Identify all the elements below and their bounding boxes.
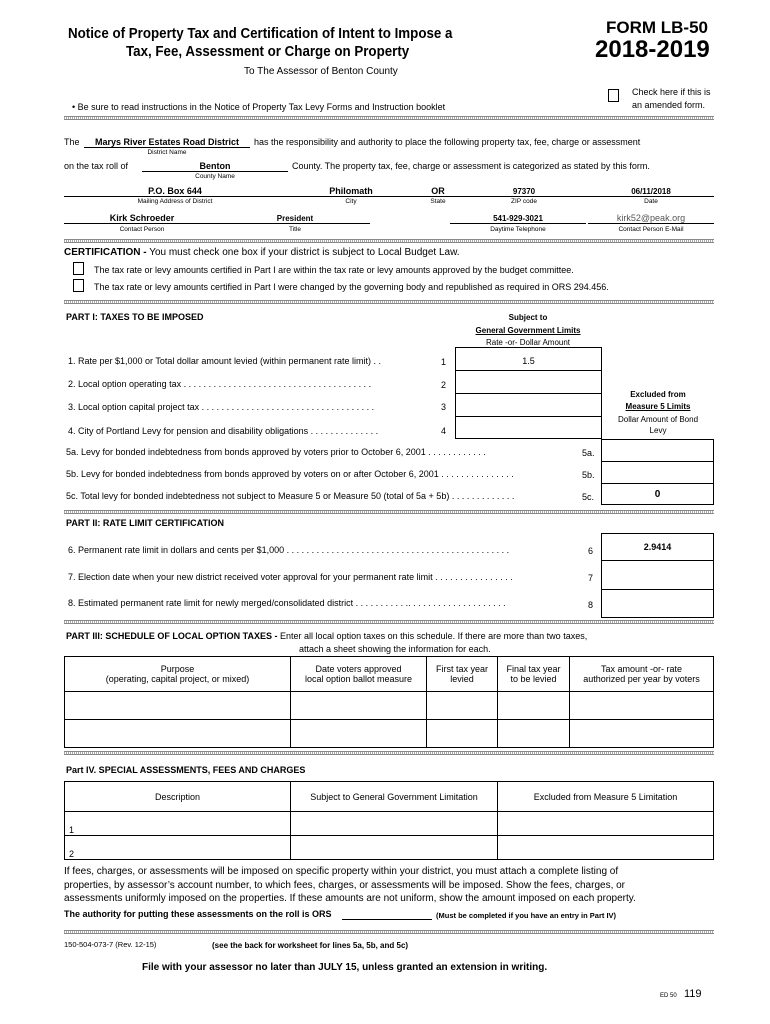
table-cell[interactable] bbox=[65, 719, 291, 747]
certification-instruction: You must check one box if your district is subject to Local Budget Law. bbox=[149, 247, 460, 258]
part3-instruction-2: attach a sheet showing the information for each. bbox=[299, 644, 491, 654]
part1-heading: PART I: TAXES TO BE IMPOSED bbox=[66, 312, 204, 322]
title-caption: Title bbox=[288, 226, 302, 233]
part4-authority-note: (Must be completed if you have an entry in Part IV) bbox=[436, 911, 617, 920]
part1-row-5c-num: 5c. bbox=[582, 492, 595, 502]
date-field[interactable]: 06/11/2018 bbox=[588, 187, 714, 197]
email-field[interactable]: kirk52@peak.org bbox=[588, 213, 714, 224]
part4-ors-field[interactable] bbox=[342, 910, 432, 920]
part4-col-excluded: Excluded from Measure 5 Limitation bbox=[498, 782, 714, 812]
table-cell[interactable] bbox=[291, 812, 498, 836]
part4-heading: Part IV. SPECIAL ASSESSMENTS, FEES AND CHARGES bbox=[66, 765, 306, 775]
part2-row-8-num: 8 bbox=[588, 600, 594, 610]
table-cell[interactable] bbox=[498, 691, 570, 719]
phone-caption: Daytime Telephone bbox=[490, 226, 546, 233]
address-field[interactable]: P.O. Box 644 bbox=[64, 186, 286, 197]
ed-code: ED 50 bbox=[660, 993, 677, 999]
amended-label-2: an amended form. bbox=[632, 100, 706, 110]
state-caption: State bbox=[430, 198, 446, 205]
part1-col1-header-3: Rate -or- Dollar Amount bbox=[485, 338, 571, 347]
part4-note-line-1: If fees, charges, or assessments will be imposed on specific property within your district, you must attach a complete listing of bbox=[64, 866, 619, 877]
divider bbox=[64, 239, 714, 243]
table-cell[interactable] bbox=[498, 719, 570, 747]
part2-row-7-num: 7 bbox=[588, 573, 594, 583]
part1-row-1-label: 1. Rate per $1,000 or Total dollar amount levied (within permanent rate limit) . . bbox=[68, 356, 381, 366]
part2-row-8-label: 8. Estimated permanent rate limit for newly merged/consolidated district . . . . . . . . . . .. . . . . . . . . . . . . . . . . . . . bbox=[68, 598, 506, 608]
certification-option-1-checkbox[interactable] bbox=[73, 262, 84, 275]
part1-col1-header-2: General Government Limits bbox=[475, 326, 581, 335]
part4-row-2-number: 2 bbox=[65, 836, 291, 860]
email-caption: Contact Person E-Mail bbox=[618, 226, 684, 233]
divider bbox=[64, 751, 714, 755]
instruction-note: • Be sure to read instructions in the Notice of Property Tax Levy Forms and Instruction booklet bbox=[72, 102, 446, 112]
certification-option-2-text: The tax rate or levy amounts certified in Part I were changed by the governing body and republished as required in ORS 294.456. bbox=[94, 282, 609, 292]
part1-row-4-num: 4 bbox=[441, 426, 447, 436]
table-cell[interactable] bbox=[498, 812, 714, 836]
part1-row-2-label: 2. Local option operating tax . . . . . . . . . . . . . . . . . . . . . . . . . . . . . . . . . . . . . . bbox=[68, 379, 372, 389]
zip-field[interactable]: 97370 bbox=[460, 187, 588, 197]
table-row bbox=[65, 719, 714, 747]
part3-col-date-approved: Date voters approved local option ballot measure bbox=[291, 657, 427, 692]
contact-caption: Contact Person bbox=[119, 226, 165, 233]
part1-col2-header-4: Levy bbox=[649, 426, 667, 435]
form-number: FORM LB-50 bbox=[606, 18, 708, 37]
table-cell[interactable] bbox=[498, 836, 714, 860]
divider bbox=[64, 930, 714, 934]
city-caption: City bbox=[345, 198, 357, 205]
table-cell[interactable] bbox=[570, 719, 714, 747]
part4-note-line-2: properties, by assessor’s account number, to which fees, charges, or assessments will be imposed. Show the fees, charges, or bbox=[64, 880, 626, 891]
title-field[interactable]: President bbox=[220, 214, 370, 224]
form-revision: 150-504-073-7 (Rev. 12-15) bbox=[64, 940, 157, 949]
table-row bbox=[65, 691, 714, 719]
part1-row-3-value[interactable] bbox=[455, 402, 602, 414]
part2-row-6-label: 6. Permanent rate limit in dollars and cents per $1,000 . . . . . . . . . . . . . . . . . . . . . . . . . . . . . . . . . . . . . . . . . . . . . bbox=[68, 545, 510, 555]
part2-row-7-text: 7. Election date when your new district received voter approval for your permanent rate limit . . . . . . . . . . . . . . . . bbox=[68, 572, 513, 582]
part2-row-6-value[interactable]: 2.9414 bbox=[643, 542, 672, 552]
table-row bbox=[65, 836, 714, 860]
worksheet-note: (see the back for worksheet for lines 5a, 5b, and 5c) bbox=[212, 941, 409, 950]
page-number: 119 bbox=[684, 988, 702, 1000]
table-cell[interactable] bbox=[291, 719, 427, 747]
district-name-field[interactable]: Marys River Estates Road District bbox=[84, 137, 250, 148]
part3-col-first-year: First tax year levied bbox=[427, 657, 498, 692]
part1-col2-header-3: Dollar Amount of Bond bbox=[617, 415, 699, 424]
part1-col2-header-1: Excluded from bbox=[630, 390, 686, 399]
part1-row-5b-label: 5b. Levy for bonded indebtedness from bonds approved by voters on or after October 6, 2001 . . . . . . . . . . . . . . . bbox=[66, 469, 514, 479]
county-field[interactable]: Benton bbox=[142, 161, 288, 172]
table-cell[interactable] bbox=[427, 691, 498, 719]
part2-heading: PART II: RATE LIMIT CERTIFICATION bbox=[66, 518, 224, 528]
part1-row-3-label: 3. Local option capital project tax . . . . . . . . . . . . . . . . . . . . . . . . . . . . . . . . . . . bbox=[68, 402, 375, 412]
address-caption: Mailing Address of District bbox=[137, 198, 213, 205]
contact-field[interactable]: Kirk Schroeder bbox=[64, 213, 220, 224]
part1-row-1-value[interactable]: 1.5 bbox=[522, 356, 535, 366]
part4-note-line-3: assessments uniformly imposed on the properties. If these amounts are not uniform, show the amount imposed on each property. bbox=[64, 893, 636, 904]
filing-deadline-note: File with your assessor no later than JULY 15, unless granted an extension in writing. bbox=[142, 962, 548, 973]
part1-row-1-num: 1 bbox=[441, 357, 447, 367]
local-option-taxes-table bbox=[64, 656, 714, 748]
part1-col2-header-2: Measure 5 Limits bbox=[625, 402, 691, 411]
form-title-line1: Notice of Property Tax and Certification of Intent to Impose a bbox=[68, 26, 453, 42]
part1-row-5a-num: 5a. bbox=[582, 448, 595, 458]
part1-row-5c-value[interactable]: 0 bbox=[654, 489, 661, 500]
amended-checkbox[interactable] bbox=[608, 89, 619, 102]
table-row bbox=[65, 812, 714, 836]
district-name-caption: District Name bbox=[147, 149, 187, 156]
divider bbox=[64, 300, 714, 304]
divider bbox=[64, 116, 714, 120]
form-title-line2: Tax, Fee, Assessment or Charge on Property bbox=[126, 44, 410, 60]
part1-row-5c-label: 5c. Total levy for bonded indebtedness not subject to Measure 5 or Measure 50 (total of 5a + 5b) . . . . . . . . . . . . . bbox=[66, 491, 515, 501]
part1-row-5b-num: 5b. bbox=[582, 470, 595, 480]
part4-col-description: Description bbox=[65, 782, 291, 812]
part4-row-1-number: 1 bbox=[65, 812, 291, 836]
certification-label: CERTIFICATION - bbox=[64, 247, 147, 258]
phone-field[interactable]: 541-929-3021 bbox=[450, 214, 586, 224]
city-field[interactable]: Philomath bbox=[286, 186, 416, 197]
part3-instruction: Enter all local option taxes on this schedule. If there are more than two taxes, bbox=[280, 631, 588, 641]
part2-row-6-num: 6 bbox=[588, 546, 594, 556]
tax-roll-prefix: on the tax roll of bbox=[64, 161, 129, 171]
date-caption: Date bbox=[644, 198, 658, 205]
tax-year: 2018-2019 bbox=[595, 36, 710, 63]
certification-option-2-checkbox[interactable] bbox=[73, 279, 84, 292]
amended-label-1: Check here if this is bbox=[632, 87, 711, 97]
part1-row-2-value[interactable] bbox=[455, 379, 602, 391]
divider bbox=[64, 510, 714, 514]
certification-heading bbox=[64, 247, 460, 258]
authority-text: has the responsibility and authority to place the following property tax, fee, charge or assessment bbox=[254, 137, 641, 147]
county-caption: County Name bbox=[195, 173, 235, 180]
to-assessor: To The Assessor of Benton County bbox=[244, 66, 398, 77]
part1-row-4-value[interactable] bbox=[455, 426, 602, 438]
part4-authority-label: The authority for putting these assessments on the roll is ORS bbox=[64, 909, 332, 919]
special-assessments-table bbox=[64, 781, 714, 860]
table-cell[interactable] bbox=[291, 691, 427, 719]
part3-col-purpose: Purpose (operating, capital project, or mixed) bbox=[65, 657, 291, 692]
part4-col-subject: Subject to General Government Limitation bbox=[291, 782, 498, 812]
table-cell[interactable] bbox=[427, 719, 498, 747]
part1-row-4-label: 4. City of Portland Levy for pension and disability obligations . . . . . . . . . . . . . . bbox=[68, 426, 379, 436]
certification-option-1-text: The tax rate or levy amounts certified in Part I are within the tax rate or levy amounts approved by the budget committee. bbox=[94, 265, 574, 275]
state-field[interactable]: OR bbox=[416, 186, 460, 197]
zip-caption: ZIP code bbox=[511, 198, 537, 205]
county-suffix: County. The property tax, fee, charge or assessment is categorized as stated by this form. bbox=[292, 161, 650, 171]
part3-heading bbox=[66, 631, 587, 641]
the-label: The bbox=[64, 137, 80, 147]
part2-row-7-label bbox=[68, 572, 513, 582]
part3-title: PART III: SCHEDULE OF LOCAL OPTION TAXES - bbox=[66, 631, 278, 641]
part3-col-tax-amount: Tax amount -or- rate authorized per year by voters bbox=[570, 657, 714, 692]
table-cell[interactable] bbox=[570, 691, 714, 719]
table-cell[interactable] bbox=[65, 691, 291, 719]
part1-row-3-num: 3 bbox=[441, 402, 447, 412]
divider bbox=[64, 620, 714, 624]
part1-row-2-num: 2 bbox=[441, 380, 447, 390]
part1-row-5a-label: 5a. Levy for bonded indebtedness from bonds approved by voters prior to October 6, 2001 . . . . . . . . . . . . bbox=[66, 447, 486, 457]
part3-col-final-year: Final tax year to be levied bbox=[498, 657, 570, 692]
table-cell[interactable] bbox=[291, 836, 498, 860]
part1-col1-header-1: Subject to bbox=[508, 313, 548, 322]
